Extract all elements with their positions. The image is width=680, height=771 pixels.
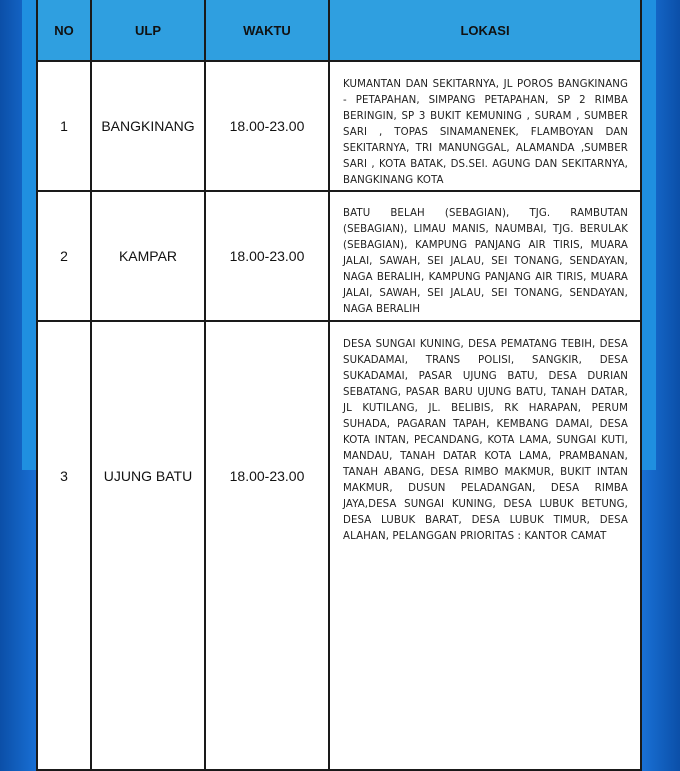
- row-waktu: 18.00-23.00: [205, 321, 329, 770]
- row-lokasi: DESA SUNGAI KUNING, DESA PEMATANG TEBIH, DESA SUKADAMAI, TRANS POLISI, SANGKIR, DESA SUKADAMAI, PASAR UJUNG BATU, DESA DURIAN SEBATANG, PASAR BARU UJUNG BATU, TANAH DATAR, JL KUTILANG, JL. BELIBIS, RK HARAPAN, PERUM SUHADA, PAGARAN TAPAH, KEMBANG DAMAI, DESA KOTA INTAN, PECANDANG, KOTA LAMA, SUNGAI KUTI, MANDAU, TANAH DATAR KOTA LAMA, PRAMBANAN, TANAH ABANG, DESA RIMBO MAKMUR, BUKIT INTAN MAKMUR, DUSUN PELADANGAN, DESA RIMBA JAYA,DESA SUNGAI KUNING, DESA LUBUK BETUNG, DESA LUBUK BARAT, DESA LUBUK TIMUR, DESA ALAHAN, PELANGGAN PRIORITAS : KANTOR CAMAT: [329, 321, 641, 770]
- row-ulp: KAMPAR: [91, 191, 205, 321]
- row-lokasi: KUMANTAN DAN SEKITARNYA, JL POROS BANGKINANG - PETAPAHAN, SIMPANG PETAPAHAN, SP 2 RIMBA BERINGIN, SP 3 BUKIT KEMUNING , SURAM , SUMBER SARI , TOPAS SINAMANENEK, FLAMBOYAN DAN SEKITARNYA, TRI MANUNGGAL, ALAMANDA ,SUMBER SARI , KOTA BATAK, DS.SEI. AGUNG DAN SEKITARNYA, BANGKINANG KOTA: [329, 61, 641, 191]
- row-ulp: UJUNG BATU: [91, 321, 205, 770]
- table-row: [37, 61, 641, 191]
- header-lokasi: LOKASI: [329, 0, 641, 61]
- header-ulp: ULP: [91, 0, 205, 61]
- table-row: [37, 191, 641, 321]
- row-number: 3: [37, 321, 91, 770]
- table-header-row: [37, 0, 641, 61]
- header-waktu: WAKTU: [205, 0, 329, 61]
- row-waktu: 18.00-23.00: [205, 61, 329, 191]
- row-waktu: 18.00-23.00: [205, 191, 329, 321]
- table-row: [37, 321, 641, 770]
- row-number: 1: [37, 61, 91, 191]
- header-no: NO: [37, 0, 91, 61]
- row-lokasi: BATU BELAH (SEBAGIAN), TJG. RAMBUTAN (SEBAGIAN), LIMAU MANIS, NAUMBAI, TJG. BERULAK (SEBAGIAN), KAMPUNG PANJANG AIR TIRIS, MUARA JALAI, SAWAH, SEI JALAU, SEI TONANG, SENDAYAN, NAGA BERALIH, KAMPUNG PANJANG AIR TIRIS, MUARA JALAI, SAWAH, SEI JALAU, SEI TONANG, SENDAYAN, NAGA BERALIH: [329, 191, 641, 321]
- row-number: 2: [37, 191, 91, 321]
- schedule-table: [36, 0, 642, 771]
- row-ulp: BANGKINANG: [91, 61, 205, 191]
